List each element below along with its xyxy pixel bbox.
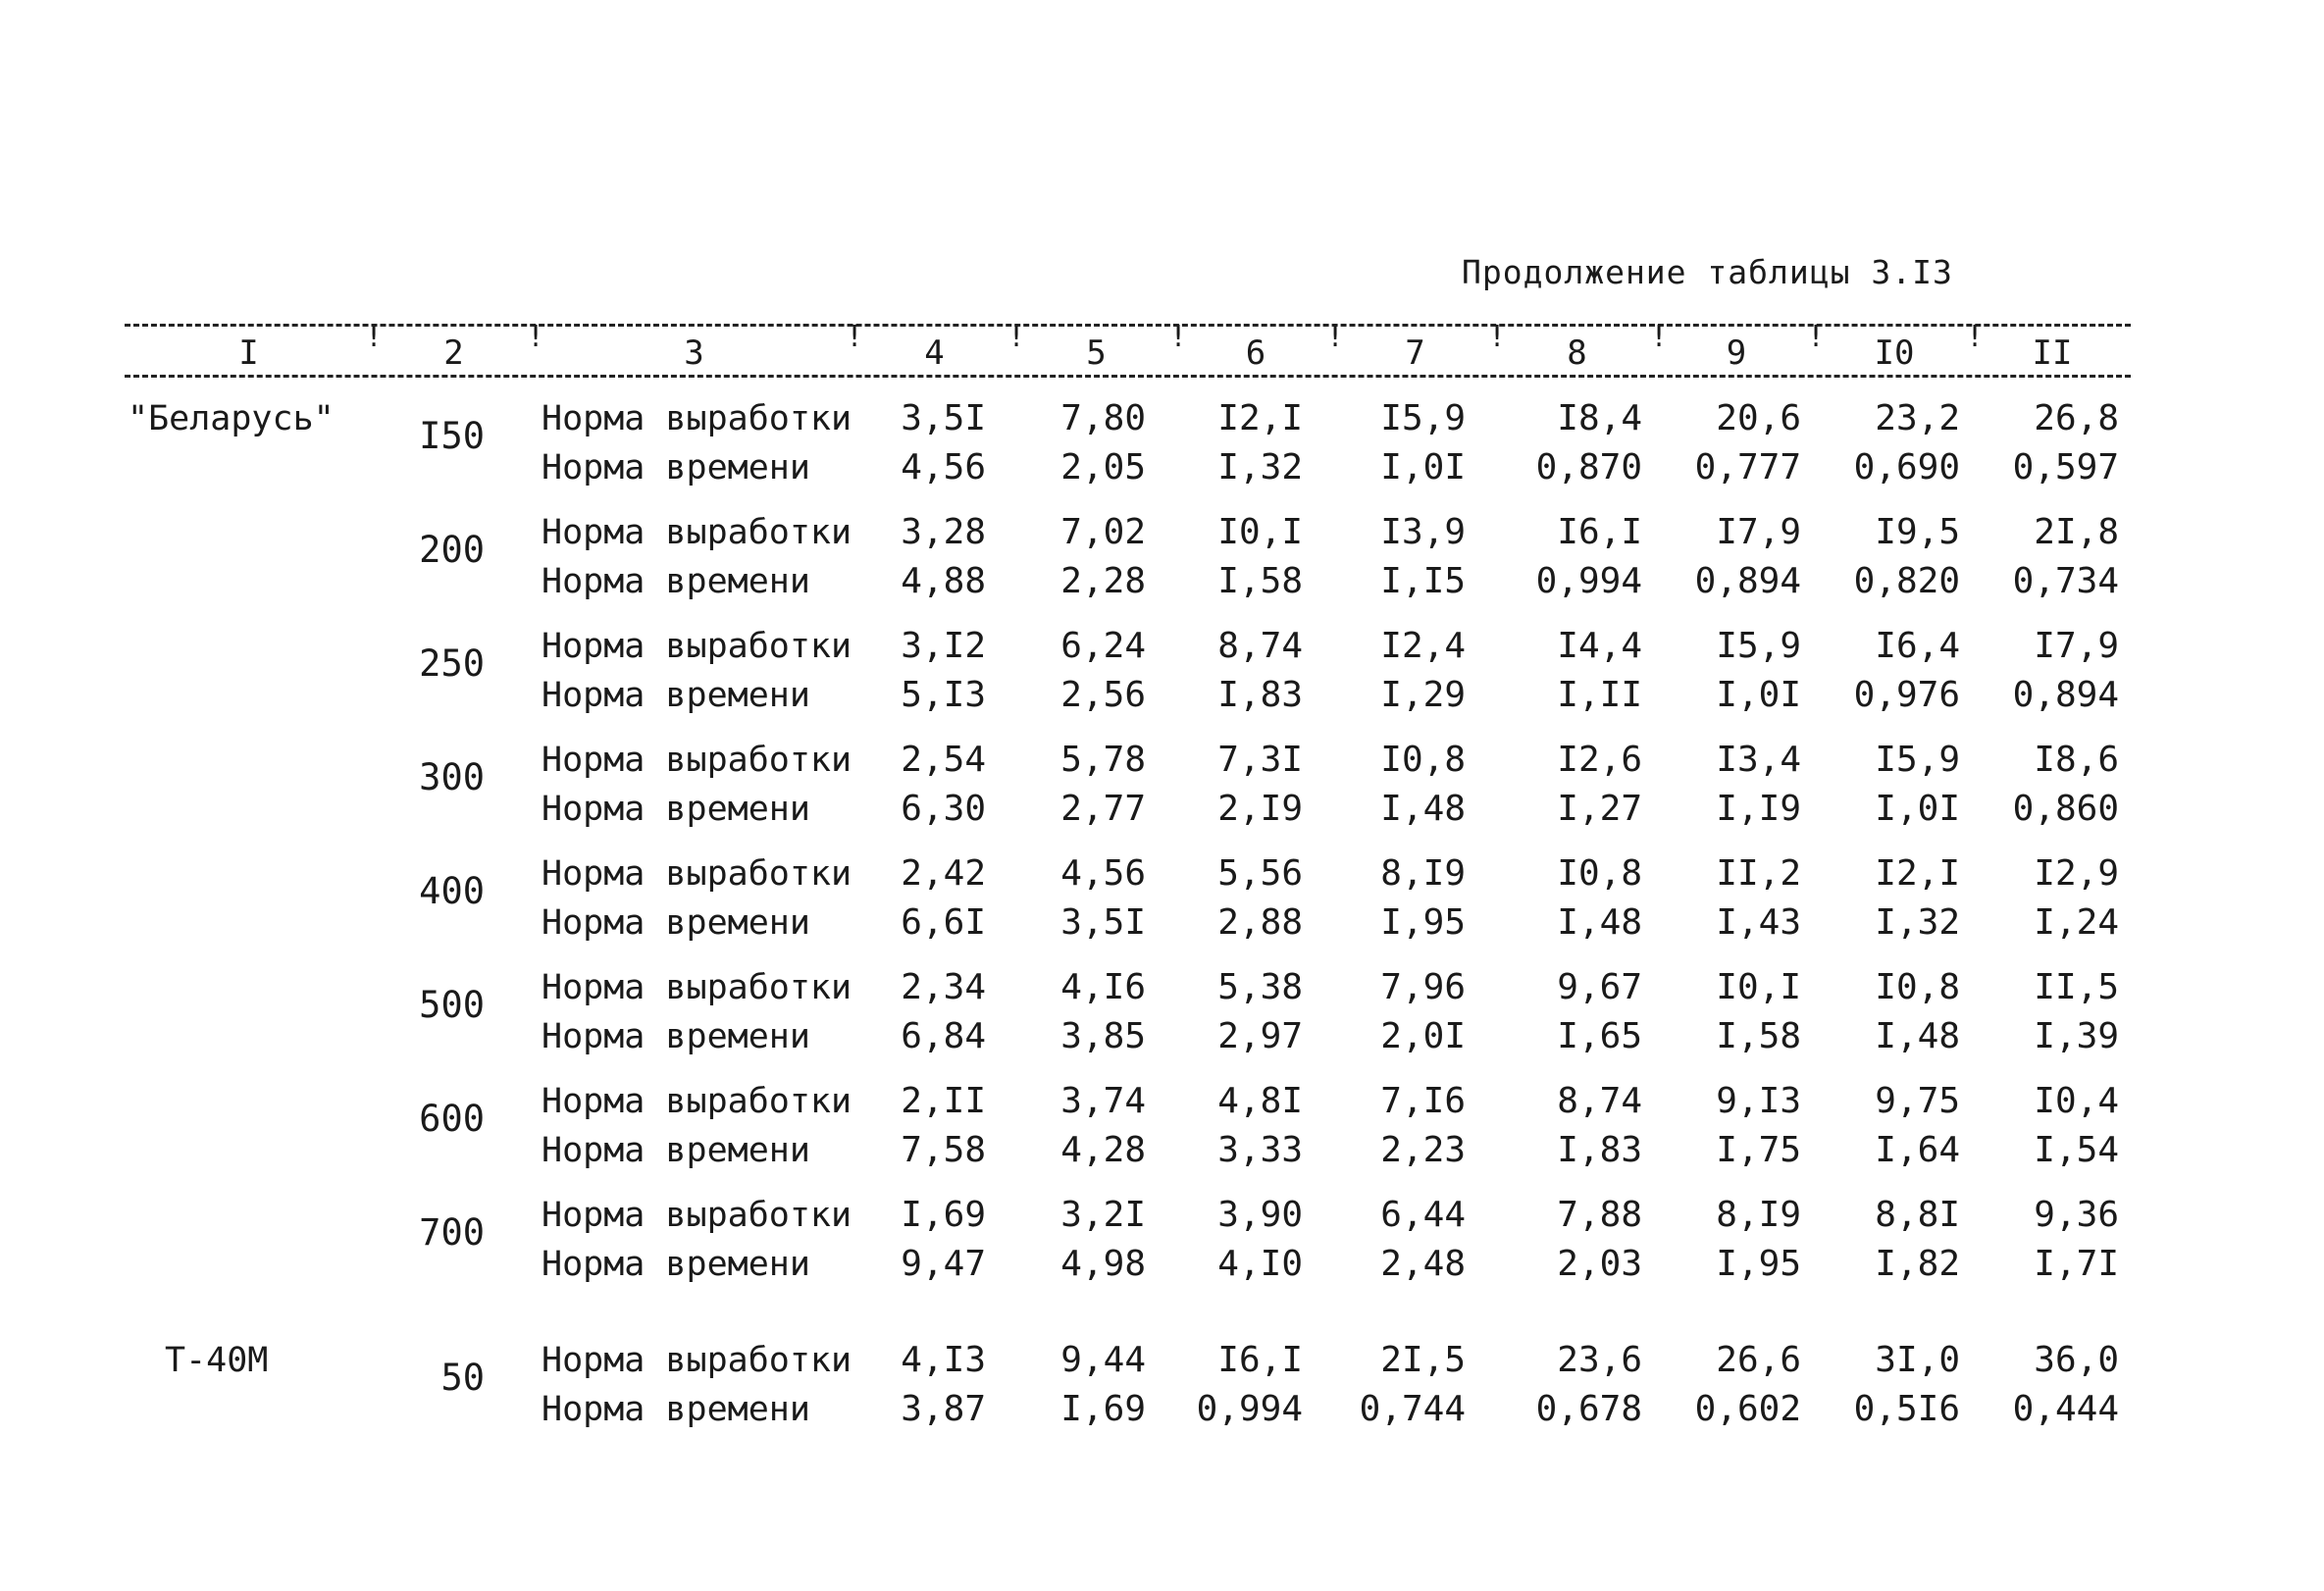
table-cell: 0,744 bbox=[1359, 1389, 1466, 1429]
table-cell: I,39 bbox=[2034, 1016, 2119, 1056]
table-cell: 4,8I bbox=[1217, 1081, 1303, 1121]
column-separator: ! bbox=[1807, 320, 1826, 354]
table-cell: 0,976 bbox=[1853, 675, 1960, 715]
row-label: Норма времени bbox=[542, 1131, 810, 1170]
table-cell: I,48 bbox=[1875, 1016, 1960, 1056]
row-label: Норма выработки bbox=[542, 854, 852, 894]
row-label: Норма выработки bbox=[542, 627, 852, 666]
table-cell: I7,9 bbox=[1716, 512, 1801, 552]
table-cell: I,32 bbox=[1217, 447, 1303, 488]
table-cell: 8,I9 bbox=[1380, 853, 1466, 894]
table-cell: 2,34 bbox=[901, 967, 986, 1007]
table-cell: 8,74 bbox=[1557, 1081, 1642, 1121]
table-cell: 6,24 bbox=[1060, 626, 1146, 666]
column-header-10: I0 bbox=[1874, 334, 1915, 373]
table-cell: 0,444 bbox=[2012, 1389, 2119, 1429]
table-cell: I,58 bbox=[1716, 1016, 1801, 1056]
table-cell: 4,56 bbox=[1060, 853, 1146, 894]
table-cell: I,83 bbox=[1557, 1130, 1642, 1170]
table-cell: I8,6 bbox=[2034, 740, 2119, 780]
table-cell: I,I5 bbox=[1380, 561, 1466, 601]
table-cell: I,48 bbox=[1380, 789, 1466, 829]
row-label: Норма времени bbox=[542, 1390, 810, 1429]
table-cell: 3,90 bbox=[1217, 1195, 1303, 1235]
table-cell: I0,I bbox=[1716, 967, 1801, 1007]
power-value: 300 bbox=[419, 756, 485, 798]
table-cell: I,69 bbox=[1060, 1389, 1146, 1429]
table-cell: I0,I bbox=[1217, 512, 1303, 552]
table-cell: I,95 bbox=[1380, 902, 1466, 943]
power-value: 250 bbox=[419, 642, 485, 685]
table-cell: 4,I6 bbox=[1060, 967, 1146, 1007]
table-cell: 2,97 bbox=[1217, 1016, 1303, 1056]
table-cell: 3,85 bbox=[1060, 1016, 1146, 1056]
table-cell: 0,820 bbox=[1853, 561, 1960, 601]
column-header-2: 2 bbox=[443, 334, 464, 373]
table-cell: I,64 bbox=[1875, 1130, 1960, 1170]
table-cell: 2,05 bbox=[1060, 447, 1146, 488]
row-label: Норма времени bbox=[542, 903, 810, 943]
table-cell: 6,6I bbox=[901, 902, 986, 943]
table-cell: 4,98 bbox=[1060, 1244, 1146, 1284]
table-cell: I,0I bbox=[1875, 789, 1960, 829]
power-value: 500 bbox=[419, 984, 485, 1026]
table-cell: I,83 bbox=[1217, 675, 1303, 715]
column-header-8: 8 bbox=[1567, 334, 1587, 373]
column-separator: ! bbox=[1966, 320, 1985, 354]
table-cell: 2,0I bbox=[1380, 1016, 1466, 1056]
table-cell: I6,I bbox=[1217, 1340, 1303, 1380]
table-cell: II,2 bbox=[1716, 853, 1801, 894]
table-cell: 3,5I bbox=[1060, 902, 1146, 943]
table-cell: 2,88 bbox=[1217, 902, 1303, 943]
table-cell: I,54 bbox=[2034, 1130, 2119, 1170]
vehicle-name: "Беларусь" bbox=[128, 399, 335, 438]
table-cell: 7,88 bbox=[1557, 1195, 1642, 1235]
table-cell: I2,6 bbox=[1557, 740, 1642, 780]
table-cell: 2I,5 bbox=[1380, 1340, 1466, 1380]
power-value: I50 bbox=[419, 415, 485, 457]
table-cell: 6,84 bbox=[901, 1016, 986, 1056]
column-separator: ! bbox=[1169, 320, 1188, 354]
table-cell: I,I9 bbox=[1716, 789, 1801, 829]
table-cell: 4,I3 bbox=[901, 1340, 986, 1380]
table-cell: 4,I0 bbox=[1217, 1244, 1303, 1284]
column-separator: ! bbox=[1007, 320, 1026, 354]
table-cell: 0,602 bbox=[1694, 1389, 1801, 1429]
table-cell: I3,9 bbox=[1380, 512, 1466, 552]
table-cell: I,58 bbox=[1217, 561, 1303, 601]
table-cell: I0,8 bbox=[1380, 740, 1466, 780]
row-label: Норма времени bbox=[542, 562, 810, 601]
column-header-9: 9 bbox=[1726, 334, 1747, 373]
table-cell: 2,23 bbox=[1380, 1130, 1466, 1170]
table-caption: Продолжение таблицы 3.I3 bbox=[1462, 253, 1953, 291]
row-label: Норма времени bbox=[542, 1017, 810, 1056]
table-cell: 7,96 bbox=[1380, 967, 1466, 1007]
table-cell: 2,42 bbox=[901, 853, 986, 894]
column-separator: ! bbox=[846, 320, 864, 354]
row-label: Норма времени bbox=[542, 790, 810, 829]
power-value: 600 bbox=[419, 1098, 485, 1140]
table-cell: 5,I3 bbox=[901, 675, 986, 715]
table-cell: I9,5 bbox=[1875, 512, 1960, 552]
table-cell: 8,I9 bbox=[1716, 1195, 1801, 1235]
table-cell: I,65 bbox=[1557, 1016, 1642, 1056]
table-cell: I,43 bbox=[1716, 902, 1801, 943]
row-label: Норма выработки bbox=[542, 1341, 852, 1380]
table-cell: I3,4 bbox=[1716, 740, 1801, 780]
column-header-11: II bbox=[2032, 334, 2073, 373]
table-cell: 2,II bbox=[901, 1081, 986, 1121]
column-separator: ! bbox=[527, 320, 545, 354]
row-label: Норма выработки bbox=[542, 399, 852, 438]
table-cell: 26,8 bbox=[2034, 398, 2119, 438]
table-cell: 0,894 bbox=[1694, 561, 1801, 601]
table-cell: 36,0 bbox=[2034, 1340, 2119, 1380]
table-cell: 2,03 bbox=[1557, 1244, 1642, 1284]
table-cell: 3,2I bbox=[1060, 1195, 1146, 1235]
table-cell: 9,I3 bbox=[1716, 1081, 1801, 1121]
table-cell: 4,88 bbox=[901, 561, 986, 601]
row-label: Норма выработки bbox=[542, 741, 852, 780]
table-cell: I2,I bbox=[1875, 853, 1960, 894]
table-cell: I0,8 bbox=[1557, 853, 1642, 894]
table-cell: 2I,8 bbox=[2034, 512, 2119, 552]
table-cell: 9,75 bbox=[1875, 1081, 1960, 1121]
table-cell: 0,5I6 bbox=[1853, 1389, 1960, 1429]
table-cell: 0,870 bbox=[1535, 447, 1642, 488]
table-cell: 3,87 bbox=[901, 1389, 986, 1429]
table-cell: I6,4 bbox=[1875, 626, 1960, 666]
table-cell: 9,44 bbox=[1060, 1340, 1146, 1380]
table-cell: I,II bbox=[1557, 675, 1642, 715]
table-cell: I,7I bbox=[2034, 1244, 2119, 1284]
table-cell: 0,994 bbox=[1196, 1389, 1303, 1429]
table-cell: 9,47 bbox=[901, 1244, 986, 1284]
table-cell: 4,28 bbox=[1060, 1130, 1146, 1170]
table-cell: 3,I2 bbox=[901, 626, 986, 666]
table-cell: I2,4 bbox=[1380, 626, 1466, 666]
table-cell: I8,4 bbox=[1557, 398, 1642, 438]
table-cell: I7,9 bbox=[2034, 626, 2119, 666]
table-cell: I0,4 bbox=[2034, 1081, 2119, 1121]
row-label: Норма выработки bbox=[542, 1196, 852, 1235]
column-separator: ! bbox=[1488, 320, 1507, 354]
column-separator: ! bbox=[365, 320, 384, 354]
power-value: 400 bbox=[419, 870, 485, 912]
table-cell: 0,678 bbox=[1535, 1389, 1642, 1429]
table-cell: 2,54 bbox=[901, 740, 986, 780]
row-label: Норма времени bbox=[542, 676, 810, 715]
table-cell: 23,6 bbox=[1557, 1340, 1642, 1380]
table-cell: 4,56 bbox=[901, 447, 986, 488]
table-cell: 5,38 bbox=[1217, 967, 1303, 1007]
table-cell: 0,894 bbox=[2012, 675, 2119, 715]
table-cell: II,5 bbox=[2034, 967, 2119, 1007]
table-cell: 6,30 bbox=[901, 789, 986, 829]
table-cell: 26,6 bbox=[1716, 1340, 1801, 1380]
table-cell: I2,I bbox=[1217, 398, 1303, 438]
table-cell: I,95 bbox=[1716, 1244, 1801, 1284]
table-cell: I5,9 bbox=[1875, 740, 1960, 780]
row-label: Норма времени bbox=[542, 448, 810, 488]
table-cell: 0,777 bbox=[1694, 447, 1801, 488]
table-cell: 2,28 bbox=[1060, 561, 1146, 601]
table-cell: I,24 bbox=[2034, 902, 2119, 943]
header-bottom-rule bbox=[125, 375, 2131, 378]
table-cell: 0,734 bbox=[2012, 561, 2119, 601]
table-cell: 23,2 bbox=[1875, 398, 1960, 438]
table-cell: 7,58 bbox=[901, 1130, 986, 1170]
table-cell: 3,28 bbox=[901, 512, 986, 552]
header-top-rule bbox=[125, 324, 2131, 327]
column-header-1: I bbox=[238, 334, 259, 373]
table-cell: 5,78 bbox=[1060, 740, 1146, 780]
table-cell: I,27 bbox=[1557, 789, 1642, 829]
table-cell: 3I,0 bbox=[1875, 1340, 1960, 1380]
column-header-6: 6 bbox=[1245, 334, 1266, 373]
table-cell: I,32 bbox=[1875, 902, 1960, 943]
table-cell: 8,8I bbox=[1875, 1195, 1960, 1235]
column-separator: ! bbox=[1326, 320, 1345, 354]
column-header-3: 3 bbox=[684, 334, 704, 373]
power-value: 700 bbox=[419, 1211, 485, 1254]
table-cell: 3,33 bbox=[1217, 1130, 1303, 1170]
power-value: 200 bbox=[419, 529, 485, 571]
table-cell: I,0I bbox=[1716, 675, 1801, 715]
column-header-7: 7 bbox=[1405, 334, 1425, 373]
vehicle-name: Т-40М bbox=[165, 1341, 269, 1380]
table-cell: 7,I6 bbox=[1380, 1081, 1466, 1121]
table-cell: 7,02 bbox=[1060, 512, 1146, 552]
table-cell: I,0I bbox=[1380, 447, 1466, 488]
table-cell: I2,9 bbox=[2034, 853, 2119, 894]
table-cell: I,75 bbox=[1716, 1130, 1801, 1170]
table-cell: I6,I bbox=[1557, 512, 1642, 552]
table-cell: 3,5I bbox=[901, 398, 986, 438]
table-cell: I,48 bbox=[1557, 902, 1642, 943]
table-cell: 0,994 bbox=[1535, 561, 1642, 601]
column-header-5: 5 bbox=[1086, 334, 1107, 373]
table-cell: 0,597 bbox=[2012, 447, 2119, 488]
row-label: Норма времени bbox=[542, 1245, 810, 1284]
table-cell: I,69 bbox=[901, 1195, 986, 1235]
table-cell: 7,3I bbox=[1217, 740, 1303, 780]
table-cell: 5,56 bbox=[1217, 853, 1303, 894]
table-cell: I5,9 bbox=[1716, 626, 1801, 666]
table-cell: 2,I9 bbox=[1217, 789, 1303, 829]
table-cell: 3,74 bbox=[1060, 1081, 1146, 1121]
table-cell: 20,6 bbox=[1716, 398, 1801, 438]
row-label: Норма выработки bbox=[542, 968, 852, 1007]
table-cell: 2,77 bbox=[1060, 789, 1146, 829]
table-cell: I5,9 bbox=[1380, 398, 1466, 438]
table-cell: 8,74 bbox=[1217, 626, 1303, 666]
row-label: Норма выработки bbox=[542, 1082, 852, 1121]
table-cell: 6,44 bbox=[1380, 1195, 1466, 1235]
column-header-4: 4 bbox=[924, 334, 945, 373]
table-cell: 2,56 bbox=[1060, 675, 1146, 715]
table-cell: I,29 bbox=[1380, 675, 1466, 715]
table-cell: 0,860 bbox=[2012, 789, 2119, 829]
table-cell: I0,8 bbox=[1875, 967, 1960, 1007]
table-cell: 7,80 bbox=[1060, 398, 1146, 438]
table-cell: 2,48 bbox=[1380, 1244, 1466, 1284]
row-label: Норма выработки bbox=[542, 513, 852, 552]
table-cell: I4,4 bbox=[1557, 626, 1642, 666]
power-value: 50 bbox=[440, 1357, 485, 1399]
column-separator: ! bbox=[1650, 320, 1669, 354]
table-cell: I,82 bbox=[1875, 1244, 1960, 1284]
table-cell: 0,690 bbox=[1853, 447, 1960, 488]
table-cell: 9,36 bbox=[2034, 1195, 2119, 1235]
table-cell: 9,67 bbox=[1557, 967, 1642, 1007]
